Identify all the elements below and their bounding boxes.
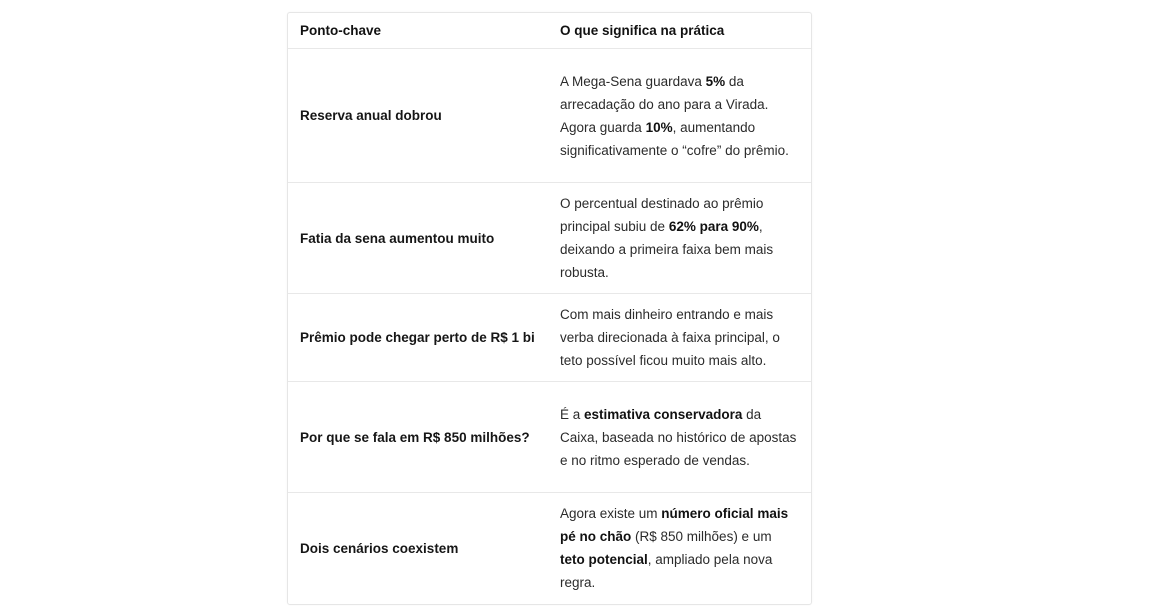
- row-description: [548, 183, 811, 294]
- text-run: O percentual destinado ao prêmio principal subiu de: [560, 196, 764, 234]
- text-run: , deixando a primeira faixa bem mais robusta.: [560, 219, 774, 280]
- key-points-table: [288, 13, 811, 604]
- bold-text: teto potencial: [560, 552, 648, 568]
- text-run: da Caixa, baseada no histórico de apostas e no ritmo esperado de vendas.: [560, 406, 797, 468]
- table-header-row: [288, 13, 811, 49]
- text-run: É a: [560, 406, 585, 422]
- row-key-point: Reserva anual dobrou: [300, 108, 442, 123]
- bold-text: estimativa conservadora: [584, 406, 743, 422]
- row-description: [548, 493, 811, 604]
- row-key-point: Fatia da sena aumentou muito: [300, 230, 495, 246]
- table-row: [288, 493, 811, 604]
- row-description: [548, 382, 811, 493]
- table-body: [288, 49, 811, 604]
- header-practical-meaning: O que significa na prática: [548, 13, 811, 49]
- bold-text: número oficial mais pé no chão: [560, 506, 789, 545]
- key-points-table-card: [287, 12, 812, 605]
- text-run: A Mega-Sena guardava: [560, 73, 706, 89]
- bold-text: 10%: [645, 119, 673, 135]
- header-key-point: Ponto-chave: [288, 13, 548, 49]
- text-run: , aumentando significativamente o “cofre” do prêmio.: [560, 119, 789, 158]
- table-row: [288, 382, 811, 493]
- text-run: (R$ 850 milhões) e um: [631, 529, 772, 545]
- text-run: , ampliado pela nova regra.: [560, 552, 773, 591]
- text-run: Com mais dinheiro entrando e mais verba direcionada à faixa principal, o teto possível ficou muito mais alto.: [560, 307, 780, 368]
- bold-text: 5%: [705, 73, 726, 89]
- row-key-point: Prêmio pode chegar perto de R$ 1 bi: [300, 330, 535, 345]
- row-key-point: Por que se fala em R$ 850 milhões?: [300, 429, 530, 445]
- table-row: [288, 183, 811, 294]
- text-run: Agora existe um: [560, 506, 662, 522]
- row-description: [548, 49, 811, 183]
- table-row: [288, 49, 811, 183]
- text-run: da arrecadação do ano para a Virada. Agora guarda: [560, 73, 769, 135]
- table-row: [288, 294, 811, 382]
- bold-text: 62% para 90%: [668, 219, 759, 234]
- row-key-point: Dois cenários coexistem: [300, 540, 459, 556]
- row-description: [548, 294, 811, 382]
